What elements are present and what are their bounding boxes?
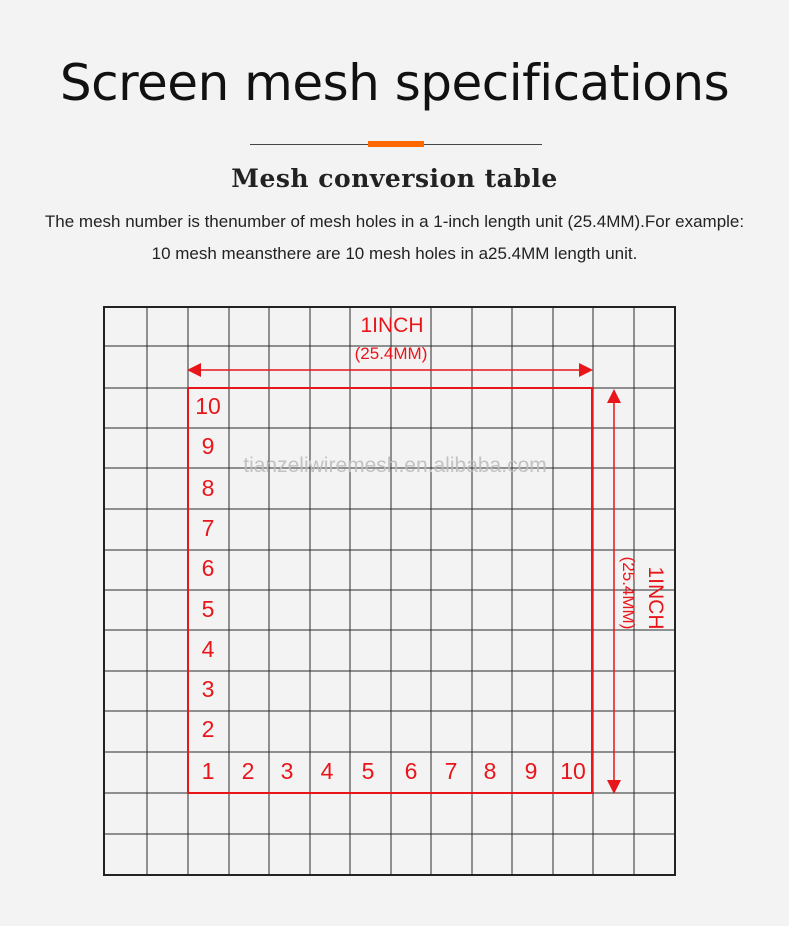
vertical-inch-label: 1INCH (644, 566, 667, 630)
row-number-label: 5 (201, 596, 215, 623)
row-number-label: 1 (201, 758, 215, 785)
right-arrow-icon (579, 363, 593, 377)
column-number-label: 4 (320, 758, 334, 785)
column-number-label: 3 (280, 758, 294, 785)
watermark-text: tianzeliwiremesh.en.alibaba.com (243, 454, 547, 477)
up-arrow-icon (607, 389, 621, 403)
row-number-label: 4 (201, 636, 215, 663)
page-title: Screen mesh specifications (59, 54, 730, 112)
description-text: The mesh number is thenumber of mesh holes in a 1-inch length unit (25.4MM).For example: 10 mesh meansthere are 10 mesh holes in a25.4MM length unit. (44, 212, 745, 263)
vertical-mm-label: (25.4MM) (619, 556, 638, 630)
row-number-label: 7 (201, 515, 215, 542)
column-number-label: 8 (483, 758, 497, 785)
left-arrow-icon (187, 363, 201, 377)
horizontal-inch-label: 1INCH (360, 314, 424, 337)
horizontal-mm-label: (25.4MM) (354, 344, 428, 363)
column-number-label: 9 (524, 758, 538, 785)
column-number-label: 10 (560, 758, 586, 785)
section-subtitle: Mesh conversion table (231, 164, 558, 193)
down-arrow-icon (607, 780, 621, 794)
column-number-label: 5 (361, 758, 375, 785)
column-number-label: 2 (241, 758, 255, 785)
row-number-label: 8 (201, 475, 215, 502)
row-number-label: 10 (195, 393, 221, 420)
row-number-label: 2 (201, 716, 215, 743)
row-number-label: 6 (201, 555, 215, 582)
column-number-labels (242, 758, 586, 784)
row-number-labels (195, 393, 221, 784)
row-number-label: 9 (201, 433, 215, 460)
mesh-grid (104, 307, 675, 875)
row-number-label: 3 (201, 676, 215, 703)
grid-border (104, 307, 675, 875)
column-number-label: 7 (444, 758, 458, 785)
column-number-label: 6 (404, 758, 418, 785)
